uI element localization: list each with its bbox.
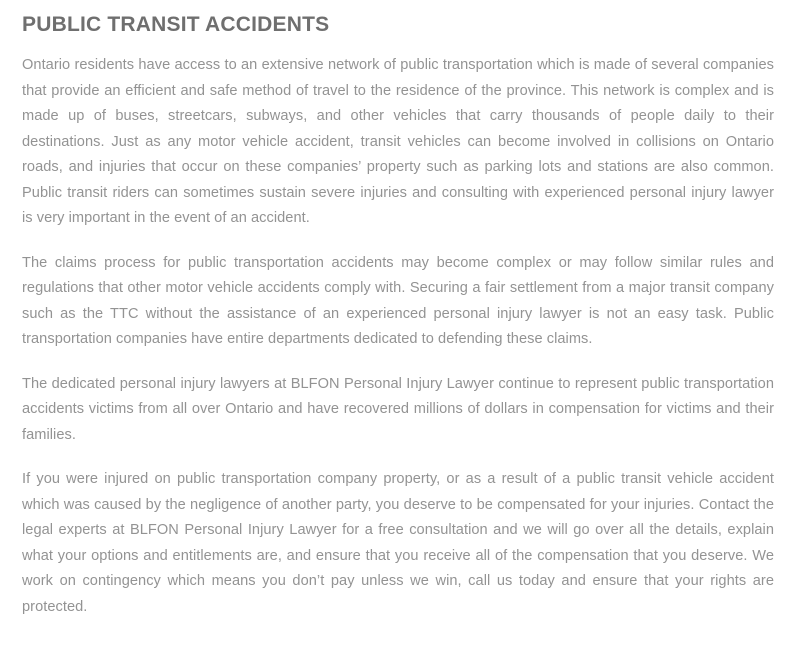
body-paragraph: Ontario residents have access to an extensive network of public transportation which is made of several companies that provide an efficient and safe method of travel to the residence of the province. This network is complex and is made up of buses, streetcars, subways, and other vehicles that carry thousands of people daily to their destinations. Just as any motor vehicle accident, transit vehicles can become involved in collisions on Ontario roads, and injuries that occur on these companies’ property such as parking lots and stations are also common. Public transit riders can sometimes sustain severe injuries and consulting with experienced personal injury lawyer is very important in the event of an accident.	[22, 57, 774, 227]
body-paragraph: The dedicated personal injury lawyers at BLFON Personal Injury Lawyer continue to represent public transportation accidents victims from all over Ontario and have recovered millions of dollars in compensation for victims and their families.	[22, 375, 774, 443]
page-title: PUBLIC TRANSIT ACCIDENTS	[22, 13, 330, 36]
body-paragraph: If you were injured on public transportation company property, or as a result of a public transit vehicle accident which was caused by the negligence of another party, you deserve to be compensated for your injuries. Contact the legal experts at BLFON Personal Injury Lawyer for a free consultation and we will go over all the details, explain what your options and entitlements are, and ensure that you receive all of the compensation that you deserve. We work on contingency which means you don’t pay unless we win, call us today and ensure that your rights are protected.	[22, 471, 774, 615]
body-paragraph: The claims process for public transportation accidents may become complex or may follow similar rules and regulations that other motor vehicle accidents comply with. Securing a fair settlement from a major transit company such as the TTC without the assistance of an experienced personal injury lawyer is not an easy task. Public transportation companies have entire departments dedicated to defending these claims.	[22, 254, 774, 348]
